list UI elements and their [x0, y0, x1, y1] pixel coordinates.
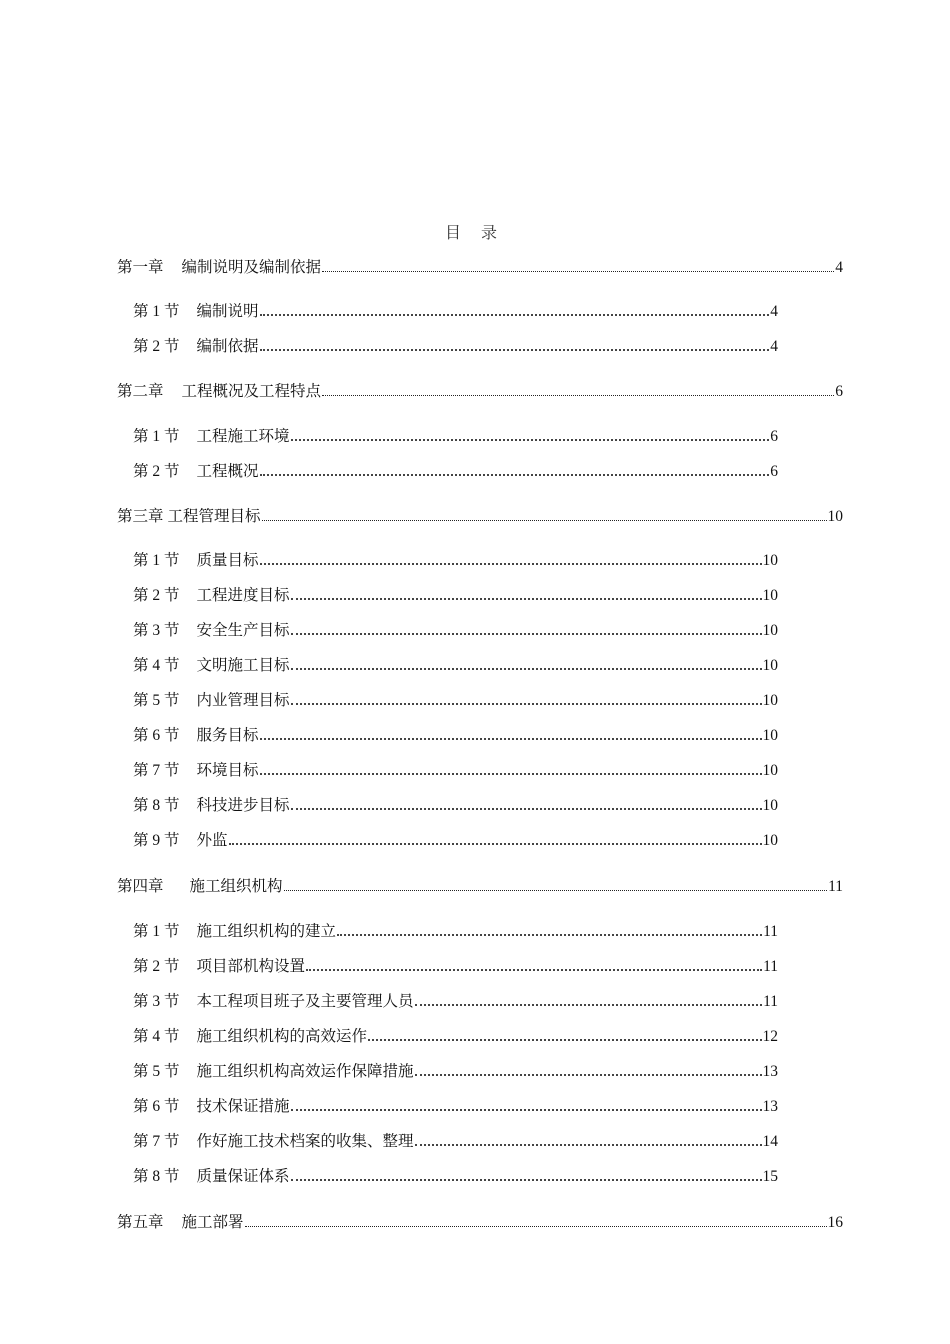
dot-leader	[260, 558, 762, 565]
section-title: 工程施工环境	[196, 428, 290, 445]
section-page-number: 10	[762, 692, 778, 709]
section-page-number: 12	[762, 1028, 778, 1045]
section-title: 项目部机构设置	[196, 958, 306, 975]
toc-section-entry[interactable]	[133, 796, 778, 816]
chapter-page-number: 4	[835, 259, 843, 276]
dot-leader	[291, 628, 762, 635]
toc-section-entry[interactable]	[133, 656, 778, 676]
section-title: 工程概况	[196, 463, 259, 480]
dot-leader	[291, 593, 762, 600]
toc-section-entry[interactable]	[133, 1097, 778, 1117]
section-page-number: 11	[763, 923, 778, 940]
section-title: 质量保证体系	[196, 1168, 290, 1185]
section-title: 内业管理目标	[196, 692, 290, 709]
section-title: 作好施工技术档案的收集、整理	[196, 1133, 414, 1150]
dot-leader	[260, 344, 770, 351]
dot-leader	[260, 768, 762, 775]
dot-leader	[322, 390, 834, 396]
chapter-title: 施工组织机构	[189, 878, 283, 895]
toc-section-entry[interactable]	[133, 691, 778, 711]
dot-leader	[322, 266, 834, 272]
section-page-number: 13	[762, 1063, 778, 1080]
chapter-page-number: 10	[827, 508, 843, 525]
section-page-number: 13	[762, 1098, 778, 1115]
toc-section-entry[interactable]	[133, 957, 778, 977]
section-number: 第 5 节	[133, 1063, 180, 1080]
section-number: 第 3 节	[133, 622, 180, 639]
section-number: 第 6 节	[133, 727, 180, 744]
section-page-number: 6	[770, 428, 778, 445]
chapter-page-number: 11	[828, 878, 843, 895]
section-title: 科技进步目标	[196, 797, 290, 814]
section-title: 本工程项目班子及主要管理人员	[196, 993, 414, 1010]
dot-leader	[306, 964, 762, 971]
dot-leader	[291, 698, 762, 705]
section-title: 环境目标	[196, 762, 259, 779]
chapter-number: 第四章	[117, 878, 164, 895]
dot-leader	[291, 1174, 762, 1181]
section-page-number: 15	[762, 1168, 778, 1185]
section-title: 质量目标	[196, 552, 259, 569]
toc-section-entry[interactable]	[133, 1167, 778, 1187]
section-page-number: 4	[770, 303, 778, 320]
toc-section-entry[interactable]	[133, 992, 778, 1012]
toc-section-entry[interactable]	[133, 462, 778, 482]
section-title: 安全生产目标	[196, 622, 290, 639]
section-number: 第 9 节	[133, 832, 180, 849]
section-number: 第 1 节	[133, 428, 180, 445]
chapter-title: 编制说明及编制依据	[181, 259, 322, 276]
section-page-number: 10	[762, 587, 778, 604]
toc-chapter-entry[interactable]	[117, 507, 843, 527]
dot-leader	[260, 733, 762, 740]
toc-section-entry[interactable]	[133, 586, 778, 606]
section-title: 外监	[196, 832, 228, 849]
toc-section-entry[interactable]	[133, 302, 778, 322]
section-title: 工程进度目标	[196, 587, 290, 604]
dot-leader	[260, 469, 770, 476]
section-page-number: 10	[762, 657, 778, 674]
section-number: 第 1 节	[133, 303, 180, 320]
section-page-number: 11	[763, 993, 778, 1010]
chapter-page-number: 16	[827, 1214, 843, 1231]
toc-section-entry[interactable]	[133, 427, 778, 447]
dot-leader	[291, 434, 770, 441]
section-title: 施工组织机构的高效运作	[196, 1028, 368, 1045]
section-title: 编制依据	[196, 338, 259, 355]
dot-leader	[291, 663, 762, 670]
section-number: 第 2 节	[133, 338, 180, 355]
toc-section-entry[interactable]	[133, 337, 778, 357]
section-title: 施工组织机构的建立	[196, 923, 337, 940]
section-number: 第 8 节	[133, 797, 180, 814]
section-number: 第 7 节	[133, 1133, 180, 1150]
section-number: 第 1 节	[133, 552, 180, 569]
section-page-number: 14	[762, 1133, 778, 1150]
section-title: 文明施工目标	[196, 657, 290, 674]
section-number: 第 3 节	[133, 993, 180, 1010]
chapter-number: 第二章	[117, 383, 164, 400]
section-page-number: 4	[770, 338, 778, 355]
chapter-number: 第三章	[117, 508, 164, 525]
toc-section-entry[interactable]	[133, 551, 778, 571]
dot-leader	[415, 1139, 762, 1146]
section-number: 第 6 节	[133, 1098, 180, 1115]
dot-leader	[229, 838, 762, 845]
chapter-number: 第五章	[117, 1214, 164, 1231]
section-page-number: 11	[763, 958, 778, 975]
toc-section-entry[interactable]	[133, 726, 778, 746]
section-page-number: 10	[762, 622, 778, 639]
toc-section-entry[interactable]	[133, 621, 778, 641]
section-number: 第 5 节	[133, 692, 180, 709]
section-number: 第 4 节	[133, 657, 180, 674]
dot-leader	[262, 515, 827, 521]
section-title: 服务目标	[196, 727, 259, 744]
chapter-page-number: 6	[835, 383, 843, 400]
dot-leader	[415, 1069, 762, 1076]
toc-section-entry[interactable]	[133, 1027, 778, 1047]
dot-leader	[337, 929, 762, 936]
dot-leader	[291, 1104, 762, 1111]
chapter-title: 工程概况及工程特点	[181, 383, 322, 400]
section-number: 第 4 节	[133, 1028, 180, 1045]
toc-chapter-entry[interactable]	[117, 1213, 843, 1233]
toc-chapter-entry[interactable]	[117, 382, 843, 402]
section-page-number: 10	[762, 762, 778, 779]
toc-chapter-entry[interactable]	[117, 877, 843, 897]
section-title: 施工组织机构高效运作保障措施	[196, 1063, 414, 1080]
section-number: 第 2 节	[133, 463, 180, 480]
dot-leader	[284, 885, 828, 891]
section-page-number: 10	[762, 797, 778, 814]
dot-leader	[291, 803, 762, 810]
dot-leader	[415, 999, 763, 1006]
toc-section-entry[interactable]	[133, 922, 778, 942]
section-number: 第 8 节	[133, 1168, 180, 1185]
section-page-number: 10	[762, 832, 778, 849]
section-page-number: 10	[762, 727, 778, 744]
section-page-number: 10	[762, 552, 778, 569]
toc-section-entry[interactable]	[133, 831, 778, 851]
section-number: 第 2 节	[133, 958, 180, 975]
section-title: 技术保证措施	[196, 1098, 290, 1115]
toc-chapter-entry[interactable]	[117, 258, 843, 278]
section-number: 第 7 节	[133, 762, 180, 779]
section-number: 第 1 节	[133, 923, 180, 940]
dot-leader	[368, 1034, 761, 1041]
dot-leader	[260, 309, 770, 316]
toc-section-entry[interactable]	[133, 1062, 778, 1082]
section-number: 第 2 节	[133, 587, 180, 604]
toc-title: 目 录	[444, 225, 505, 242]
chapter-number: 第一章	[117, 259, 164, 276]
chapter-title: 施工部署	[181, 1214, 244, 1231]
section-page-number: 6	[770, 463, 778, 480]
dot-leader	[245, 1221, 827, 1227]
toc-section-entry[interactable]	[133, 761, 778, 781]
chapter-title: 工程管理目标	[167, 508, 261, 525]
section-title: 编制说明	[196, 303, 259, 320]
toc-section-entry[interactable]	[133, 1132, 778, 1152]
